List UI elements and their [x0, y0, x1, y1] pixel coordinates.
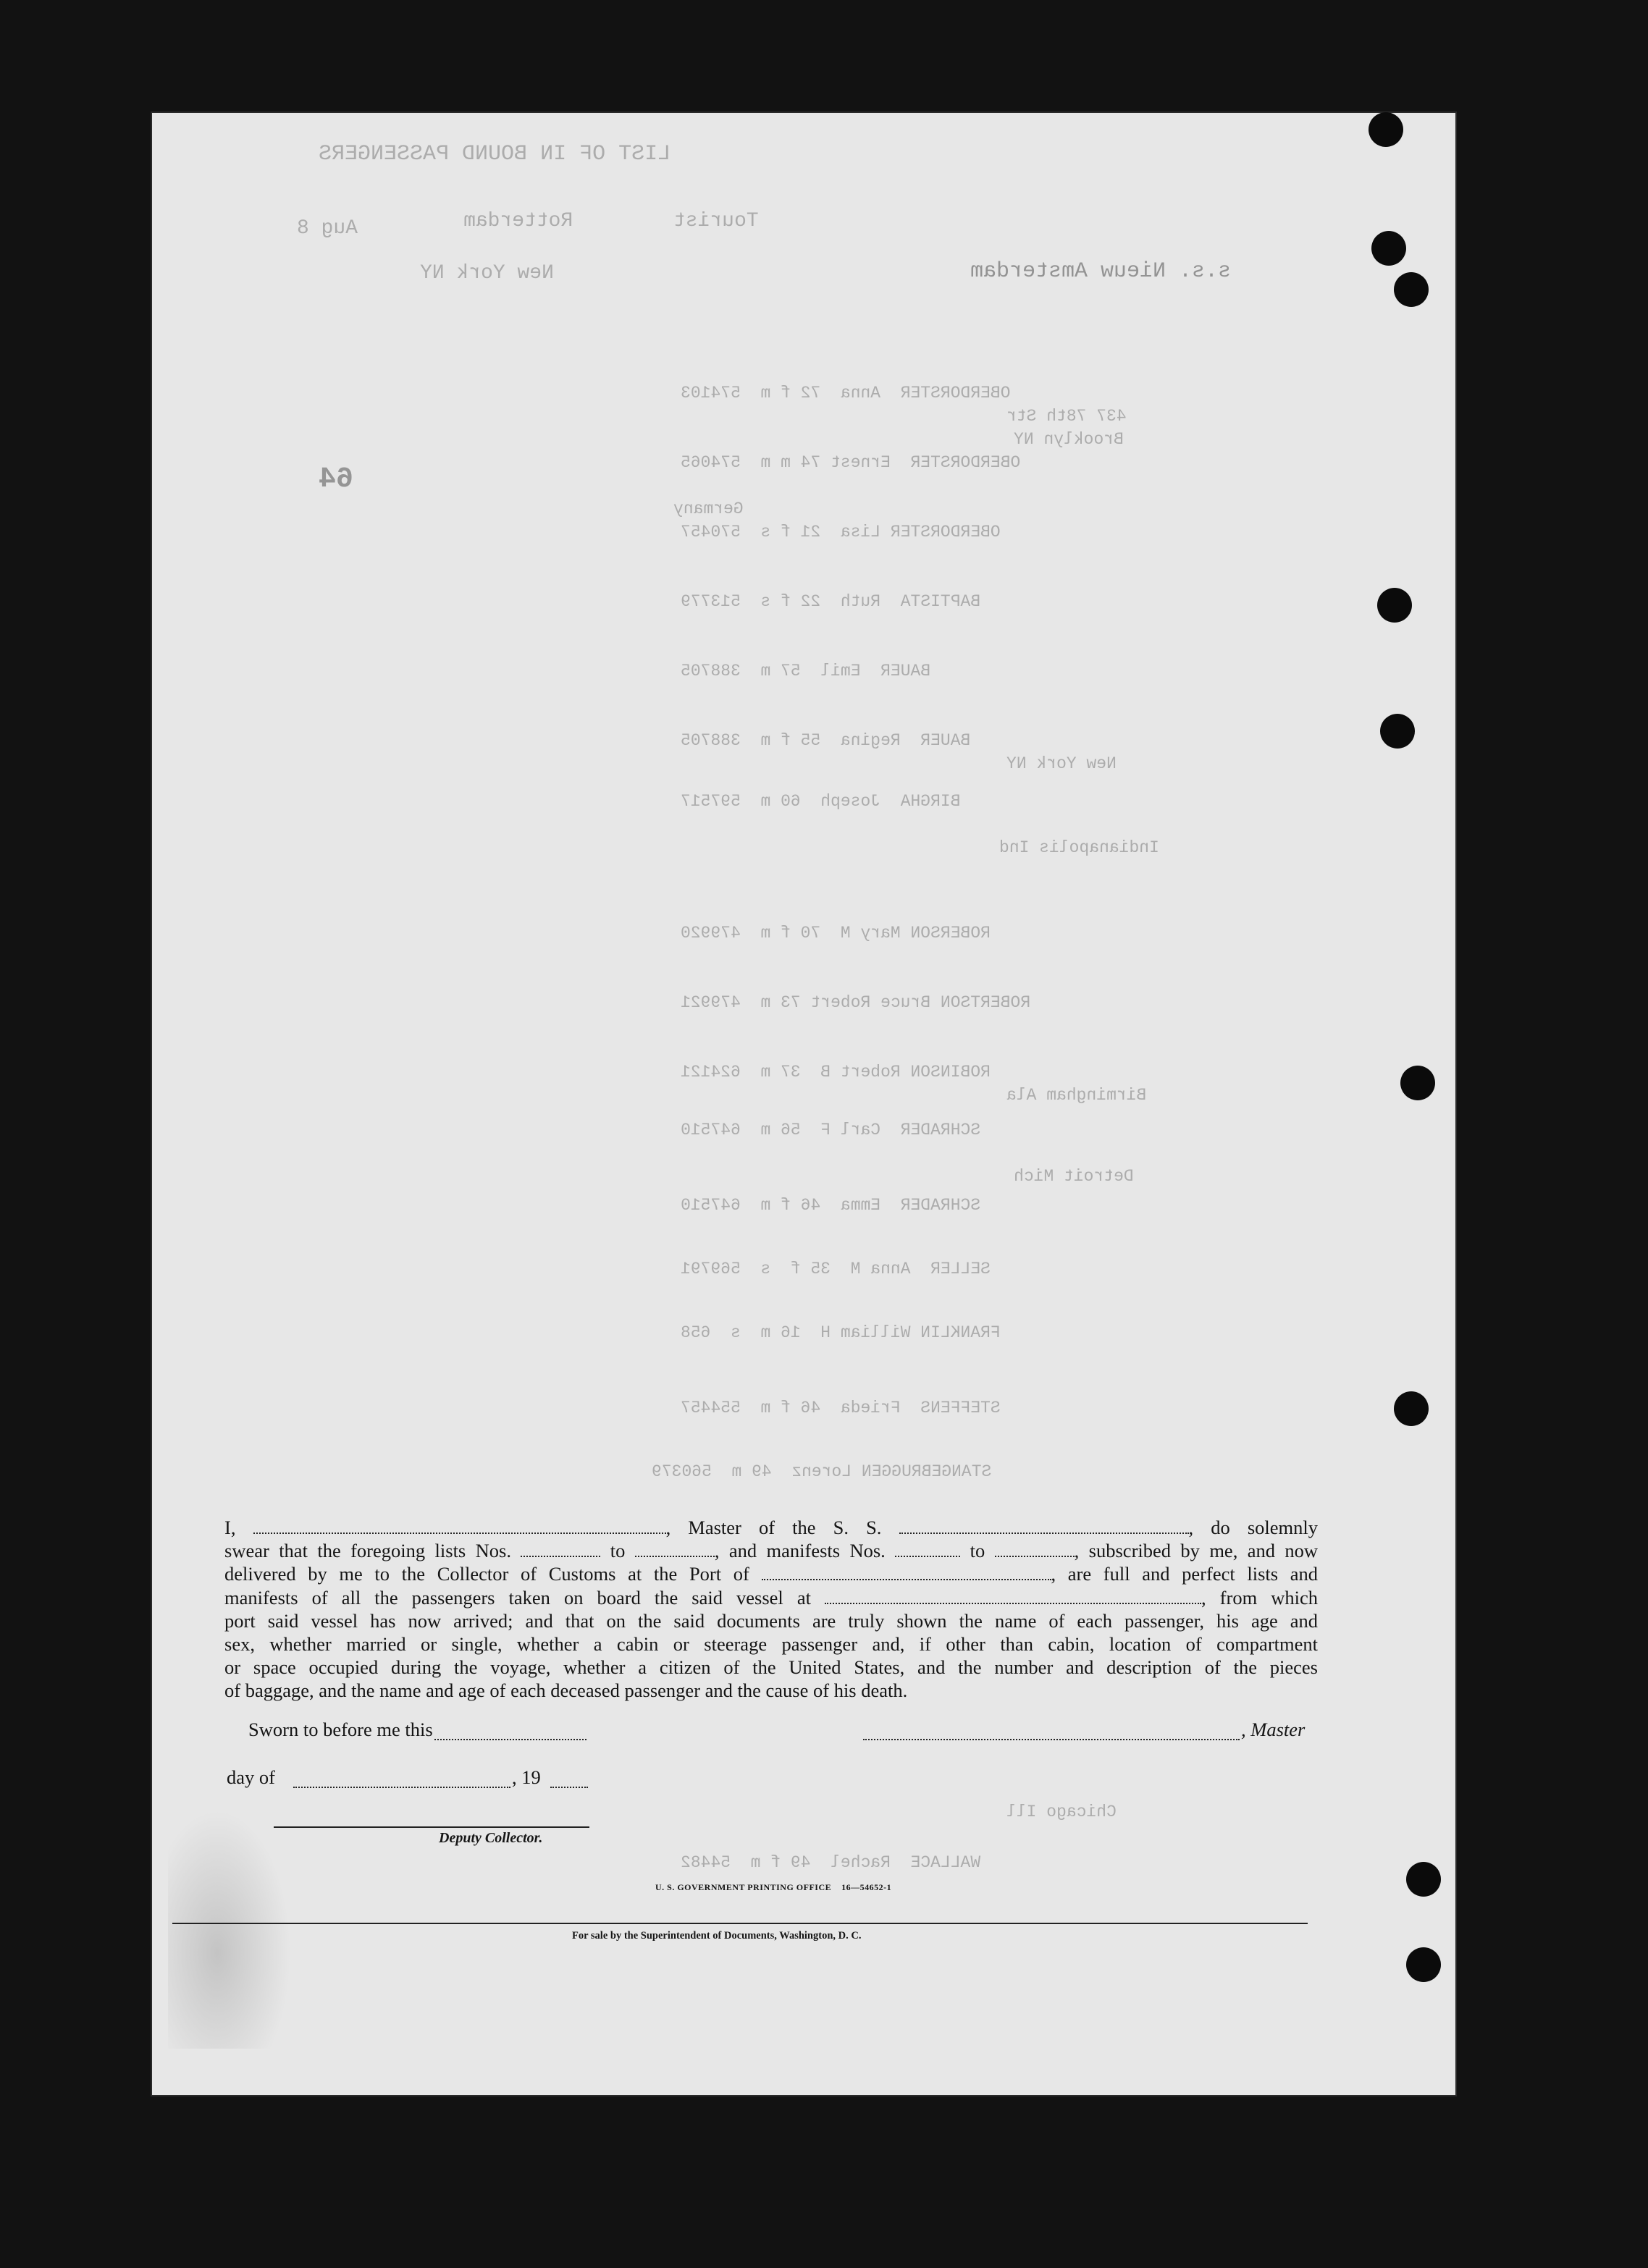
- deputy-collector-label: Deputy Collector.: [439, 1830, 543, 1846]
- sworn-day-blank[interactable]: [434, 1724, 587, 1740]
- bleed-through-class: Tourist: [673, 210, 759, 232]
- bleed-through-row: ROBERSON Mary M 70 f m 479920: [681, 924, 991, 943]
- binder-hole: [1406, 1862, 1441, 1897]
- ship-name-blank[interactable]: [899, 1518, 1189, 1534]
- bleed-through-row: BAUER Regina 55 f m 388705: [681, 731, 971, 750]
- year-label: , 19: [512, 1766, 541, 1788]
- oath-line-8: of baggage, and the name and age of each deceased passenger and the cause of his death.: [224, 1679, 908, 1702]
- binder-hole: [1394, 272, 1429, 307]
- sworn-label: Sworn to before me this: [248, 1719, 433, 1740]
- binder-hole: [1406, 1947, 1441, 1982]
- binder-hole: [1371, 231, 1406, 266]
- list-to-blank[interactable]: [635, 1541, 715, 1557]
- sale-notice: For sale by the Superintendent of Documents, Washington, D. C.: [572, 1930, 862, 1942]
- bleed-through-row: OBERDORSTER Anna 72 f m 574103: [681, 384, 1011, 402]
- bleed-through-row: STEFFENS Frieda 46 f m 554457: [681, 1399, 1001, 1417]
- bleed-through-row: OBERDORSTER Ernest 74 m m 574065: [681, 453, 1021, 472]
- bleed-through-row: Indianapolis Ind: [999, 838, 1159, 857]
- binder-hole: [1400, 1066, 1435, 1100]
- master-signature-label: , Master: [1241, 1719, 1306, 1740]
- port-of-departure-blank[interactable]: [825, 1588, 1201, 1604]
- oath-line-3: delivered by me to the Collector of Customs at the Port of , are full and perfect lists and: [224, 1563, 1318, 1585]
- bleed-through-date: Aug 8: [297, 217, 358, 240]
- bleed-through-row: WALLACE Rachel 49 f m 54482: [681, 1853, 981, 1872]
- bleed-through-row: SCHRADER Carl F 56 m 647510: [681, 1121, 981, 1139]
- binder-hole: [1369, 112, 1403, 147]
- oath-line-6: sex, whether married or single, whether a cabin or steerage passenger and, if other than cabin, location of compartment: [224, 1633, 1318, 1656]
- oath-line-2: swear that the foregoing lists Nos. to , and manifests Nos. to , subscribed by me, and now: [224, 1540, 1319, 1562]
- manifest-from-blank[interactable]: [895, 1541, 960, 1557]
- bleed-through-row: New York NY: [1006, 754, 1117, 773]
- bleed-through-header: LIST OF IN BOUND PASSENGERS: [319, 142, 671, 166]
- oath-line-5: port said vessel has now arrived; and that on the said documents are truly shown the name of each passenger, his age and: [224, 1609, 1318, 1632]
- bleed-through-row: BAUER Emil 57 m 388705: [681, 662, 931, 680]
- binder-hole: [1394, 1391, 1429, 1426]
- footer-rule: [172, 1923, 1308, 1924]
- paper-stain: [168, 1810, 291, 2049]
- manifest-page: [151, 111, 1457, 2096]
- master-oath: [224, 1516, 1318, 1703]
- port-of-arrival-blank[interactable]: [762, 1564, 1051, 1580]
- bleed-through-row: SELLER Anna M 35 f s 569791: [681, 1260, 991, 1278]
- oath-line-7: or space occupied during the voyage, whether a citizen of the United States, and the number and description of the pieces: [224, 1656, 1318, 1679]
- gpo-imprint: U. S. GOVERNMENT PRINTING OFFICE 16—54652-1: [655, 1882, 892, 1892]
- manifest-to-blank[interactable]: [995, 1541, 1075, 1557]
- bleed-through-row: Birmingham Ala: [1006, 1086, 1147, 1105]
- bleed-through-row: BIRGHA Joseph 60 m 597517: [681, 792, 961, 811]
- master-signature-blank[interactable]: [863, 1724, 1240, 1740]
- binder-hole: [1377, 588, 1412, 623]
- oath-line-4: manifests of all the passengers taken on board the said vessel at , from which: [224, 1586, 1319, 1609]
- bleed-through-row: Chicago Ill: [1006, 1803, 1117, 1821]
- day-of-label: day of: [227, 1766, 275, 1788]
- deputy-signature-line: [274, 1826, 589, 1828]
- month-blank[interactable]: [293, 1772, 510, 1788]
- master-name-blank[interactable]: [253, 1518, 666, 1534]
- bleed-through-sheet-number: 64: [319, 463, 354, 496]
- bleed-through-row: OBERDORSTER Lisa 21 f s 570457: [681, 523, 1001, 541]
- year-blank[interactable]: [550, 1772, 588, 1788]
- bleed-through-row: Brooklyn NY: [1014, 430, 1124, 449]
- bleed-through-row: Detroit Mich: [1014, 1167, 1134, 1186]
- bleed-through-row: Germany: [673, 499, 744, 518]
- bleed-through-port: New York NY: [420, 262, 554, 284]
- bleed-through-row: ROBERTSON Bruce Robert 73 m 479921: [681, 993, 1031, 1012]
- bleed-through-row: STANGEBRUGGEN Lorenz 49 m 560379: [652, 1462, 992, 1481]
- bleed-through-row: SCHRADER Emma 46 f m 647510: [681, 1196, 981, 1215]
- bleed-through-row: BAPTISTA Ruth 22 f s 513779: [681, 592, 981, 611]
- list-from-blank[interactable]: [521, 1541, 600, 1557]
- oath-line-1: I, , Master of the S. S. , do solemnly: [224, 1517, 1319, 1538]
- bleed-through-ship: s.s. Nieuw Amsterdam: [970, 259, 1232, 284]
- binder-hole: [1380, 714, 1415, 749]
- bleed-through-from: Rotterdam: [463, 210, 573, 232]
- bleed-through-row: 437 78th Str: [1006, 407, 1127, 426]
- bleed-through-row: FRANKLIN William H 16 m s 658: [681, 1323, 1001, 1342]
- bleed-through-row: ROBINSON Robert B 37 m 624121: [681, 1063, 991, 1082]
